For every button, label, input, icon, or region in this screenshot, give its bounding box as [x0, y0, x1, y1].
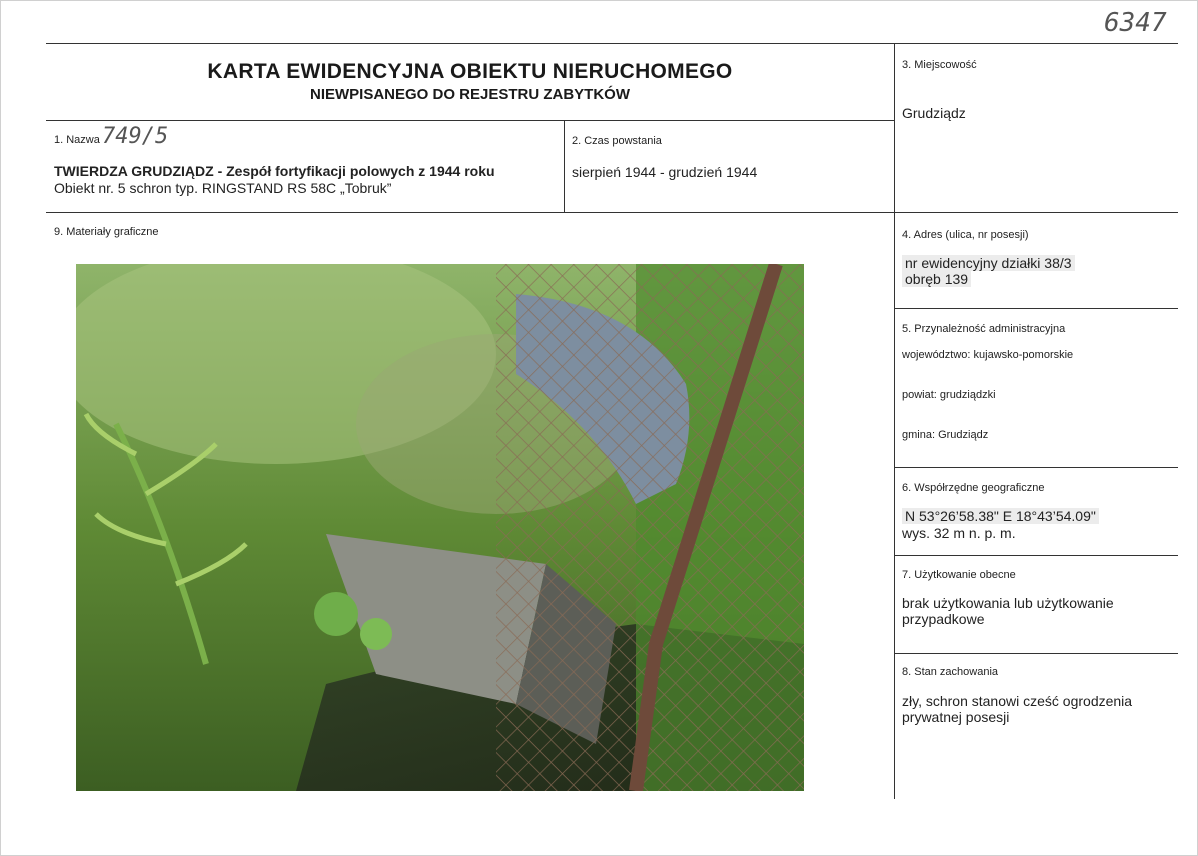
- materialy-label: 9. Materiały graficzne: [54, 226, 159, 238]
- card-subtitle: NIEWPISANEGO DO REJESTRU ZABYTKÓW: [309, 86, 631, 103]
- bunker-photo: [76, 264, 804, 791]
- nazwa-bold: TWIERDZA GRUDZIĄDZ - Zespół fortyfikacji polowych z 1944 roku: [54, 163, 495, 179]
- nazwa-handwritten-number: 749/5: [102, 124, 169, 149]
- bunker-photo-illustration: [76, 264, 804, 791]
- adres-parcel: nr ewidencyjny działki 38/3: [902, 255, 1075, 271]
- rule-fields-bottom: [46, 212, 1178, 213]
- wojewodztwo: województwo: kujawsko-pomorskie: [902, 349, 1074, 361]
- rule-header-bottom: [46, 120, 894, 121]
- adres-line1: [902, 255, 1075, 271]
- rule-4-bottom: [894, 308, 1178, 309]
- rule-right-column: [894, 43, 895, 799]
- stan-line2: prywatnej posesji: [902, 709, 1010, 725]
- coords-line: [902, 508, 1099, 524]
- nazwa-label: 1. Nazwa: [54, 134, 100, 146]
- nazwa-object: Obiekt nr. 5 schron typ. RINGSTAND RS 58C „Tobruk”: [54, 180, 392, 196]
- adres-line2: [902, 271, 971, 287]
- miejscowosc-value: Grudziądz: [902, 105, 966, 121]
- wspolrzedne-label: 6. Współrzędne geograficzne: [902, 482, 1045, 494]
- czas-value: sierpień 1944 - grudzień 1944: [572, 164, 758, 180]
- rule-top: [46, 43, 1178, 44]
- czas-label: 2. Czas powstania: [572, 135, 662, 147]
- rule-name-split: [564, 120, 565, 212]
- card-title: KARTA EWIDENCYJNA OBIEKTU NIERUCHOMEGO: [207, 60, 733, 83]
- uzytkowanie-line1: brak użytkowania lub użytkowanie: [902, 595, 1114, 611]
- uzytkowanie-line2: przypadkowe: [902, 611, 985, 627]
- powiat: powiat: grudziądzki: [902, 389, 996, 401]
- coords: N 53°26’58.38" E 18°43’54.09": [902, 508, 1099, 524]
- stan-label: 8. Stan zachowania: [902, 666, 999, 678]
- rule-6-bottom: [894, 555, 1178, 556]
- miejscowosc-label: 3. Miejscowość: [902, 59, 977, 71]
- rule-7-bottom: [894, 653, 1178, 654]
- rule-5-bottom: [894, 467, 1178, 468]
- adres-label: 4. Adres (ulica, nr posesji): [902, 229, 1029, 241]
- altitude: wys. 32 m n. p. m.: [902, 525, 1016, 541]
- adres-precinct: obręb 139: [902, 271, 971, 287]
- gmina: gmina: Grudziądz: [902, 429, 989, 441]
- stan-line1: zły, schron stanowi cześć ogrodzenia: [902, 693, 1133, 709]
- handwritten-page-number: 6347: [1104, 8, 1167, 38]
- przynaleznosc-label: 5. Przynależność administracyjna: [902, 323, 1066, 335]
- uzytkowanie-label: 7. Użytkowanie obecne: [902, 569, 1016, 581]
